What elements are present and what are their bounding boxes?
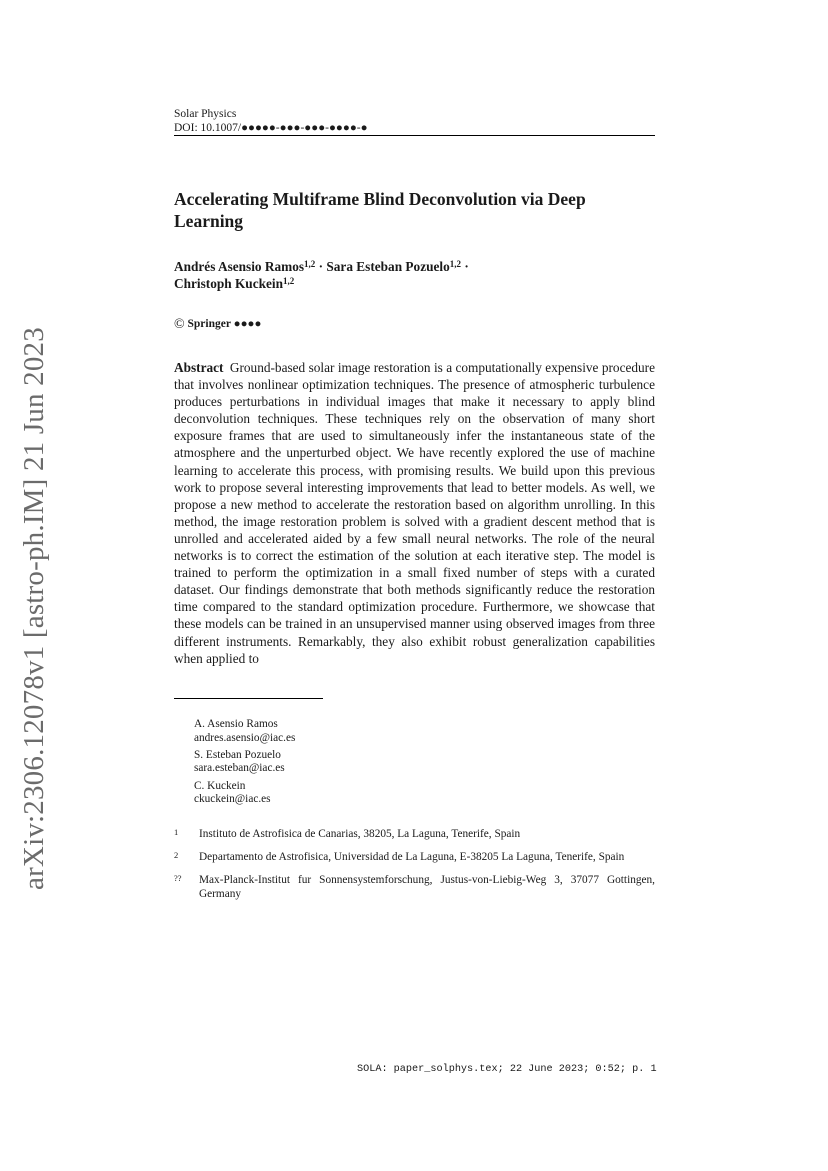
- author-affiliation-mark: 1,2: [283, 276, 295, 286]
- author-list: [174, 258, 504, 292]
- header-rule: [174, 135, 655, 136]
- contact-entry: [194, 718, 295, 745]
- journal-name: Solar Physics: [174, 108, 237, 120]
- running-head: [174, 107, 655, 135]
- affiliation-entry: [174, 850, 655, 864]
- affiliation-mark: ??: [174, 873, 182, 883]
- contact-email[interactable]: andres.asensio@iac.es: [194, 731, 296, 744]
- author-separator: ·: [464, 259, 469, 274]
- author-affiliation-mark: 1,2: [304, 259, 316, 269]
- page-footer: SOLA: paper_solphys.tex; 22 June 2023; 0:52; p. 1: [357, 1064, 657, 1075]
- affiliation-text: Max-Planck-Institut fur Sonnensystemforschung, Justus-von-Liebig-Weg 3, 37077 Gottingen, Germany: [199, 874, 655, 900]
- author-name: Sara Esteban Pozuelo: [326, 259, 450, 274]
- affiliation-text: Departamento de Astrofisica, Universidad de La Laguna, E-38205 La Laguna, Tenerife, Spain: [199, 851, 625, 863]
- contact-email[interactable]: ckuckein@iac.es: [194, 793, 271, 806]
- affiliation-mark: 2: [174, 850, 179, 860]
- affiliation-list: [174, 827, 655, 910]
- author-affiliation-mark: 1,2: [449, 259, 461, 269]
- abstract: [174, 359, 655, 667]
- abstract-label: Abstract: [174, 360, 224, 375]
- contact-email[interactable]: sara.esteban@iac.es: [194, 762, 285, 775]
- footnote-rule: [174, 698, 323, 699]
- contact-entry: [194, 749, 295, 776]
- author-name: Andrés Asensio Ramos: [174, 259, 305, 274]
- affiliation-mark: 1: [174, 827, 179, 837]
- author-separator: ·: [318, 259, 324, 274]
- doi-line: DOI: 10.1007/●●●●●-●●●-●●●-●●●●-●: [174, 122, 368, 134]
- contact-entry: [194, 780, 295, 807]
- affiliation-entry: [174, 873, 655, 901]
- contact-name: A. Asensio Ramos: [194, 718, 278, 730]
- arxiv-identifier-stamp: arXiv:2306.12078v1 [astro-ph.IM] 21 Jun 2023: [18, 327, 50, 890]
- author-contacts: [194, 718, 295, 810]
- contact-name: S. Esteban Pozuelo: [194, 748, 281, 761]
- copyright-text: Springer ●●●●: [187, 318, 262, 330]
- affiliation-entry: [174, 827, 655, 841]
- paper-title: Accelerating Multiframe Blind Deconvolution via Deep Learning: [174, 189, 586, 231]
- abstract-text: Ground-based solar image restoration is a computationally expensive procedure that involves nonlinear optimization techniques. The presence of atmospheric turbulence produces perturbations in individual images that make it necessary to apply blind deconvolution techniques. These techniques rely on the observation of many short exposure frames that are used to simultaneously infer the instantaneous state of the atmosphere and the unperturbed object. We have recently explored the use of machine learning to accelerate this process, with promising results. We build upon this previous work to propose several interesting improvements that lead to better models. As well, we propose a new method to accelerate the restoration based on algorithm unrolling. In this method, the image restoration problem is solved with a gradient descent method that is unrolled and accelerated aided by a few small neural networks. The role of the neural networks is to correct the estimation of the solution at each iterative step. The model is trained to perform the optimization in a small fixed number of steps with a curated dataset. Our findings demonstrate that both methods significantly reduce the restoration time compared to the standard optimization procedure. Furthermore, we showcase that these models can be trained in an unsupervised manner using observed images from three different instruments. Remarkably, they also exhibit robust generalization capabilities when applied to: [174, 360, 655, 666]
- copyright-icon: ©: [174, 317, 185, 332]
- affiliation-text: Instituto de Astrofisica de Canarias, 38205, La Laguna, Tenerife, Spain: [199, 828, 521, 840]
- copyright-line: [174, 317, 261, 332]
- author-name: Christoph Kuckein: [174, 276, 283, 291]
- contact-name: C. Kuckein: [194, 779, 246, 792]
